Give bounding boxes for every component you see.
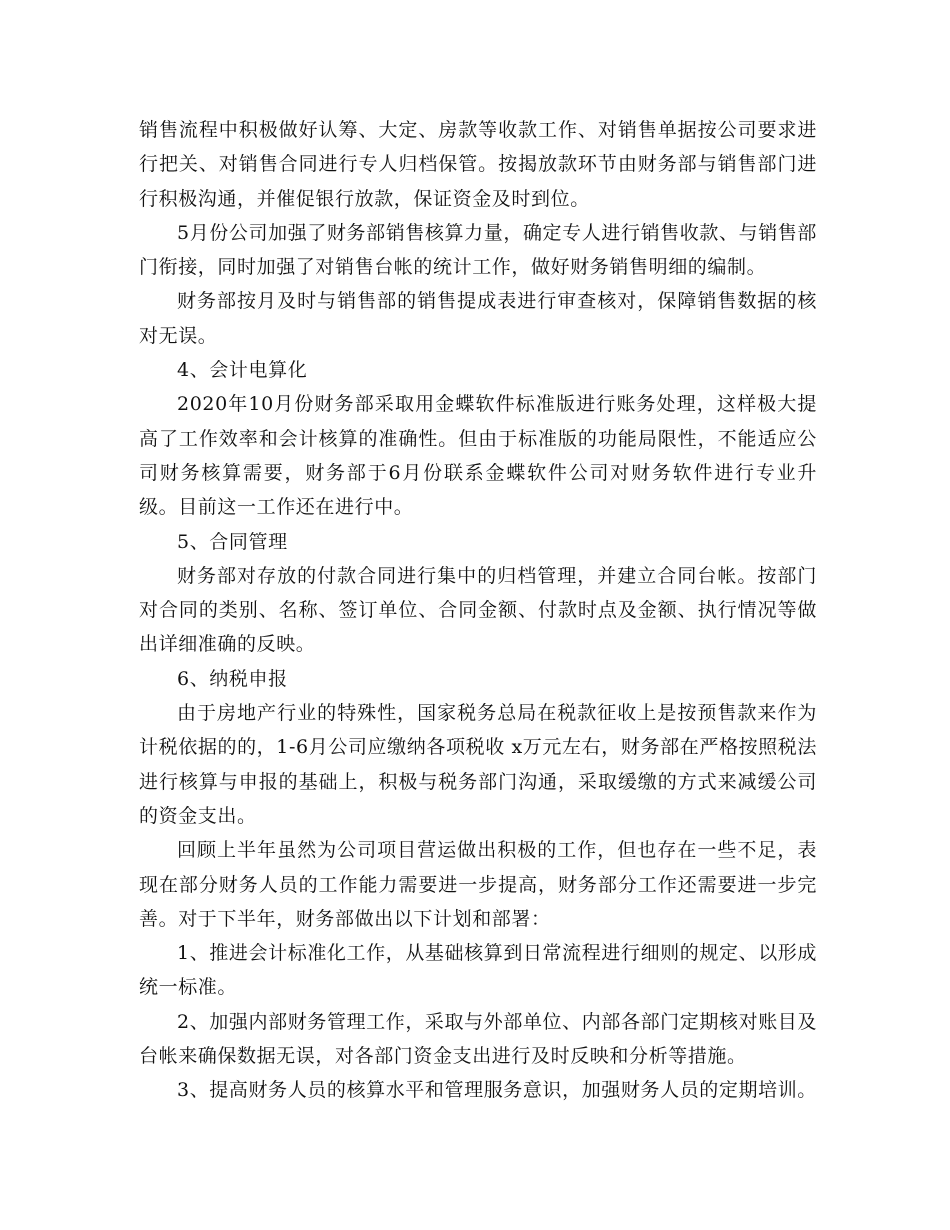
document-body (139, 113, 817, 1108)
plan-item-2: 2、加强内部财务管理工作，采取与外部单位、内部各部门定期核对账目及台帐来确保数据无误，对各部门资金支出进行及时反映和分析等措施。 (139, 1010, 817, 1068)
section-heading-accounting-computerization: 4、会计电算化 (177, 359, 308, 382)
plan-item-3: 3、提高财务人员的核算水平和管理服务意识，加强财务人员的定期培训。 (177, 1079, 817, 1102)
section-heading-contract-management: 5、合同管理 (177, 530, 288, 553)
section-heading-tax-filing: 6、纳税申报 (177, 667, 288, 690)
paragraph-sales-accounting: 5月份公司加强了财务部销售核算力量，确定专人进行销售收款、与销售部门衔接，同时加强了对销售台帐的统计工作，做好财务销售明细的编制。 (139, 221, 817, 279)
paragraph-contract-archive: 财务部对存放的付款合同进行集中的归档管理，并建立合同台帐。按部门对合同的类别、名称、签订单位、合同金额、付款时点及金额、执行情况等做出详细准确的反映。 (139, 564, 817, 656)
paragraph-commission-review: 财务部按月及时与销售部的销售提成表进行审查核对，保障销售数据的核对无误。 (139, 290, 817, 347)
paragraph-review-and-plan: 回顾上半年虽然为公司项目营运做出积极的工作，但也存在一些不足，表现在部分财务人员的工作能力需要进一步提高，财务部分工作还需要进一步完善。对于下半年，财务部做出以下计划和部署： (139, 839, 817, 930)
paragraph-sales-collection: 销售流程中积极做好认筹、大定、房款等收款工作、对销售单据按公司要求进行把关、对销售合同进行专人归档保管。按揭放款环节由财务部与销售部门进行积极沟通，并催促银行放款，保证资金及时到位。 (139, 119, 817, 210)
paragraph-tax-details: 由于房地产行业的特殊性，国家税务总局在税款征收上是按预售款来作为计税依据的的，1-6月公司应缴纳各项税收 x万元左右，财务部在严格按照税法进行核算与申报的基础上，积极与税务部门沟通，采取缓缴的方式来减缓公司的资金支出。 (139, 702, 817, 827)
paragraph-kingdee-software: 2020年10月份财务部采取用金蝶软件标准版进行账务处理，这样极大提高了工作效率和会计核算的准确性。但由于标准版的功能局限性，不能适应公司财务核算需要，财务部于6月份联系金蝶软件公司对财务软件进行专业升级。目前这一工作还在进行中。 (139, 393, 817, 519)
plan-item-1: 1、推进会计标准化工作，从基础核算到日常流程进行细则的规定、以形成统一标准。 (139, 942, 817, 999)
